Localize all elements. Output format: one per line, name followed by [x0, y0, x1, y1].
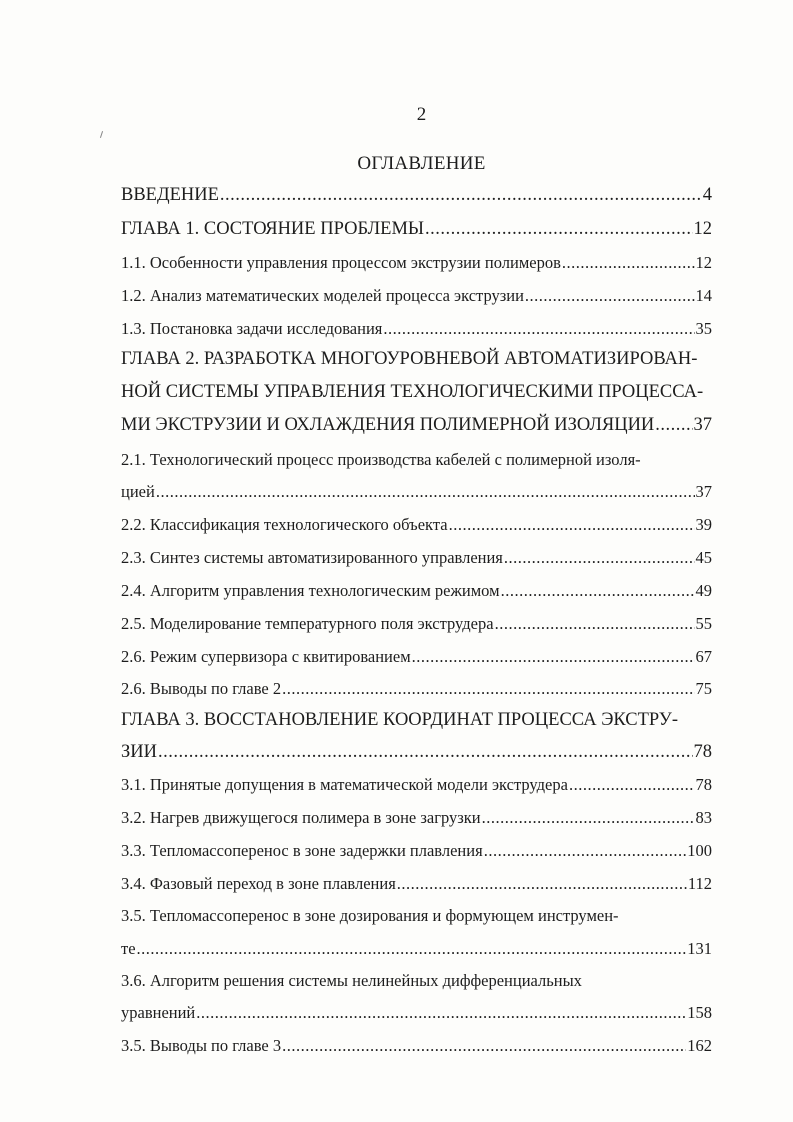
toc-leader-dots	[655, 414, 692, 436]
toc-entry-section-1-2	[121, 285, 712, 307]
toc-leader-dots	[137, 938, 687, 960]
toc-entry-section-3-5-line1: 3.5. Тепломассоперенос в зоне дозирования и формующем инструмен-	[121, 906, 619, 925]
toc-entry-text: 3.2. Нагрев движущегося полимера в зоне загрузки	[121, 808, 481, 827]
toc-entry-section-1-3	[121, 318, 712, 340]
toc-leader-dots	[412, 646, 695, 668]
toc-entry-page: 78	[693, 742, 712, 762]
toc-entry-page: 75	[695, 679, 712, 698]
toc-entry-section-2-6	[121, 646, 712, 668]
toc-entry-page: 162	[687, 1036, 712, 1055]
page-number: 2	[416, 104, 427, 125]
toc-entry-text: уравнений	[121, 1003, 196, 1022]
toc-entry-text: ГЛАВА 1. СОСТОЯНИЕ ПРОБЛЕМЫ	[121, 219, 425, 239]
toc-entry-page: 4	[702, 185, 712, 205]
toc-entry-text: 2.6. Выводы по главе 2	[121, 679, 282, 698]
toc-entry-section-3-1	[121, 774, 712, 796]
toc-entry-section-2-1-line1: 2.1. Технологический процесс производства кабелей с полимерной изоля-	[121, 450, 641, 469]
toc-entry-text: 1.2. Анализ математических моделей процесса экструзии	[121, 286, 524, 305]
toc-entry-section-3-6	[121, 1002, 712, 1024]
toc-entry-page: 37	[693, 415, 712, 435]
toc-leader-dots	[158, 741, 693, 763]
toc-entry-page: 37	[695, 482, 712, 501]
toc-leader-dots	[282, 1035, 686, 1057]
toc-entry-text: ЗИИ	[121, 742, 157, 762]
toc-leader-dots	[397, 873, 687, 895]
toc-leader-dots	[562, 252, 695, 274]
toc-entry-text: 3.1. Принятые допущения в математической модели экструдера	[121, 775, 568, 794]
toc-entry-section-2-5	[121, 613, 712, 635]
toc-entry-text: 2.2. Классификация технологического объекта	[121, 515, 448, 534]
toc-entry-chapter-3-line1: ГЛАВА 3. ВОССТАНОВЛЕНИЕ КООРДИНАТ ПРОЦЕССА ЭКСТРУ-	[121, 710, 679, 730]
toc-entry-section-2-2	[121, 514, 712, 536]
toc-entry-page: 49	[695, 581, 712, 600]
toc-leader-dots	[569, 774, 695, 796]
toc-entry-text: 1.3. Постановка задачи исследования	[121, 319, 383, 338]
toc-entry-page: 100	[687, 841, 712, 860]
toc-entry-text: цией	[121, 482, 155, 501]
toc-leader-dots	[383, 318, 694, 340]
toc-entry-introduction	[121, 184, 712, 206]
toc-entry-page: 35	[695, 319, 712, 338]
toc-leader-dots	[196, 1002, 686, 1024]
toc-entry-section-3-3	[121, 840, 712, 862]
toc-leader-dots	[282, 678, 694, 700]
toc-entry-text: 1.1. Особенности управления процессом экструзии полимеров	[121, 253, 561, 272]
toc-leader-dots	[449, 514, 695, 536]
toc-entry-page: 131	[687, 939, 712, 958]
toc-leader-dots	[501, 580, 695, 602]
toc-entry-page: 112	[687, 874, 712, 893]
toc-leader-dots	[156, 481, 695, 503]
toc-entry-section-3-5	[121, 938, 712, 960]
toc-entry-section-3-2	[121, 807, 712, 829]
toc-entry-page: 39	[695, 515, 712, 534]
toc-entry-page: 12	[693, 219, 712, 239]
toc-leader-dots	[482, 807, 695, 829]
toc-leader-dots	[504, 547, 695, 569]
toc-entry-text: 3.5. Выводы по главе 3	[121, 1036, 282, 1055]
toc-entry-page: 83	[695, 808, 712, 827]
toc-entry-section-3-6-line1: 3.6. Алгоритм решения системы нелинейных дифференциальных	[121, 971, 582, 990]
toc-entry-page: 67	[695, 647, 712, 666]
toc-entry-chapter-2	[121, 414, 712, 436]
toc-entry-section-2-3	[121, 547, 712, 569]
toc-entry-section-3-conclusions	[121, 1035, 712, 1057]
toc-entry-text: 2.5. Моделирование температурного поля экструдера	[121, 614, 494, 633]
toc-entry-page: 78	[695, 775, 712, 794]
toc-entry-page: 14	[695, 286, 712, 305]
toc-entry-page: 12	[695, 253, 712, 272]
toc-entry-chapter-2-line2: НОЙ СИСТЕМЫ УПРАВЛЕНИЯ ТЕХНОЛОГИЧЕСКИМИ ПРОЦЕССА-	[121, 382, 704, 402]
toc-leader-dots	[220, 184, 702, 206]
toc-entry-text: 3.4. Фазовый переход в зоне плавления	[121, 874, 396, 893]
toc-entry-section-1-1	[121, 252, 712, 274]
toc-entry-text: 2.6. Режим супервизора с квитированием	[121, 647, 411, 666]
toc-entry-text: ВВЕДЕНИЕ	[121, 185, 219, 205]
toc-entry-chapter-3	[121, 741, 712, 763]
toc-entry-chapter-1	[121, 218, 712, 240]
toc-entry-chapter-2-line1: ГЛАВА 2. РАЗРАБОТКА МНОГОУРОВНЕВОЙ АВТОМАТИЗИРОВАН-	[121, 349, 698, 369]
toc-entry-page: 158	[687, 1003, 712, 1022]
toc-entry-section-2-4	[121, 580, 712, 602]
toc-entry-text: 3.3. Тепломассоперенос в зоне задержки плавления	[121, 841, 483, 860]
scan-mark	[100, 131, 103, 138]
toc-entry-text: МИ ЭКСТРУЗИИ И ОХЛАЖДЕНИЯ ПОЛИМЕРНОЙ ИЗОЛЯЦИИ	[121, 415, 655, 435]
toc-title: ОГЛАВЛЕНИЕ	[357, 153, 486, 174]
toc-entry-section-2-conclusions	[121, 678, 712, 700]
toc-entry-section-2-1	[121, 481, 712, 503]
toc-entry-text: 2.4. Алгоритм управления технологическим режимом	[121, 581, 500, 600]
toc-leader-dots	[484, 840, 687, 862]
toc-leader-dots	[495, 613, 695, 635]
toc-entry-page: 45	[695, 548, 712, 567]
toc-leader-dots	[425, 218, 692, 240]
toc-entry-text: 2.3. Синтез системы автоматизированного управления	[121, 548, 503, 567]
toc-entry-text: те	[121, 939, 136, 958]
toc-leader-dots	[525, 285, 695, 307]
toc-entry-page: 55	[695, 614, 712, 633]
toc-entry-section-3-4	[121, 873, 712, 895]
